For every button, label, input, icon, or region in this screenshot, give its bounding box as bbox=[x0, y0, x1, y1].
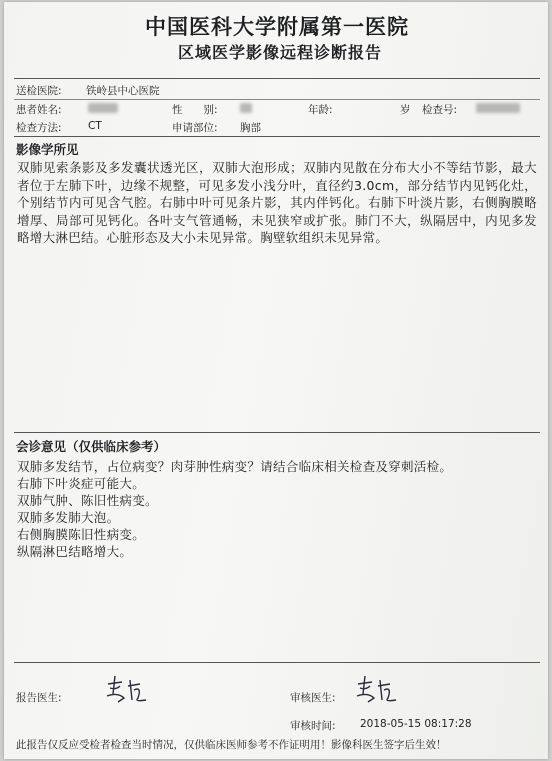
method-value: CT bbox=[88, 120, 102, 132]
opinion-item: 右侧胸膜陈旧性病变。 bbox=[17, 527, 146, 542]
reviewer-label: 审核医生: bbox=[290, 692, 336, 704]
reporter-label: 报告医生: bbox=[16, 692, 62, 704]
reporter-signature bbox=[104, 672, 154, 706]
findings-text: 双肺见索条影及多发囊状透光区，双肺大泡形成；双肺内见散在分布大小不等结节影，最大者位于左肺下叶，边缘不规整，可见多发小浅分叶，直径约3.0cm，部分结节内见钙化灶，个别结节内可见含气腔。右肺中叶可见条片影，其内伴钙化。右肺下叶淡片影，右侧胸膜略增厚、局部可见钙化。各叶支气管通畅，未见狭窄或扩张。肺门不大，纵隔居中，内见多发略增大淋巴结。心脏形态及大小未见异常。胸壁软组织未见异常。 bbox=[17, 160, 537, 245]
divider-footer bbox=[14, 662, 540, 663]
opinion-item: 双肺气肿、陈旧性病变。 bbox=[17, 493, 158, 508]
opinion-heading: 会诊意见（仅供临床参考） bbox=[16, 439, 167, 454]
divider-findings bbox=[14, 136, 540, 137]
exam-no-label: 检查号: bbox=[422, 104, 458, 116]
reviewer-signature bbox=[354, 672, 404, 706]
age-unit: 岁 bbox=[400, 104, 411, 116]
age-label: 年龄: bbox=[308, 104, 333, 116]
method-label: 检查方法: bbox=[16, 122, 62, 134]
part-label: 申请部位: bbox=[172, 122, 218, 134]
gender-redacted bbox=[240, 103, 252, 113]
sending-hospital-label: 送检医院: bbox=[16, 85, 62, 97]
divider-opinion bbox=[14, 432, 540, 433]
gender-label: 性 别: bbox=[172, 104, 218, 116]
findings-heading: 影像学所见 bbox=[16, 142, 79, 157]
opinion-list bbox=[17, 458, 452, 560]
opinion-item: 纵隔淋巴结略增大。 bbox=[17, 544, 133, 559]
report-title: 区域医学影像远程诊断报告 bbox=[178, 43, 383, 62]
opinion-item: 双肺多发结节，占位病变？肉芽肿性病变？请结合临床相关检查及穿刺活检。 bbox=[17, 459, 453, 474]
review-time-label: 审核时间: bbox=[290, 720, 336, 732]
part-value: 胸部 bbox=[240, 122, 261, 134]
report-paper bbox=[4, 2, 548, 759]
opinion-item: 双肺多发肺大泡。 bbox=[17, 510, 120, 525]
opinion-item: 右肺下叶炎症可能大。 bbox=[17, 476, 146, 491]
sending-hospital-value: 铁岭县中心医院 bbox=[86, 85, 160, 97]
disclaimer: 此报告仅反应受检者检查当时情况，仅供临床医师参考不作证明用！影像科医生签字后生效！ bbox=[16, 739, 447, 751]
exam-no-redacted bbox=[476, 103, 520, 113]
review-time-value: 2018-05-15 08:17:28 bbox=[360, 718, 472, 730]
patient-name-label: 患者姓名: bbox=[16, 104, 62, 116]
divider-info bbox=[14, 99, 540, 100]
divider-top bbox=[14, 78, 540, 79]
patient-name-redacted bbox=[88, 103, 118, 113]
hospital-name: 中国医科大学附属第一医院 bbox=[145, 15, 409, 39]
